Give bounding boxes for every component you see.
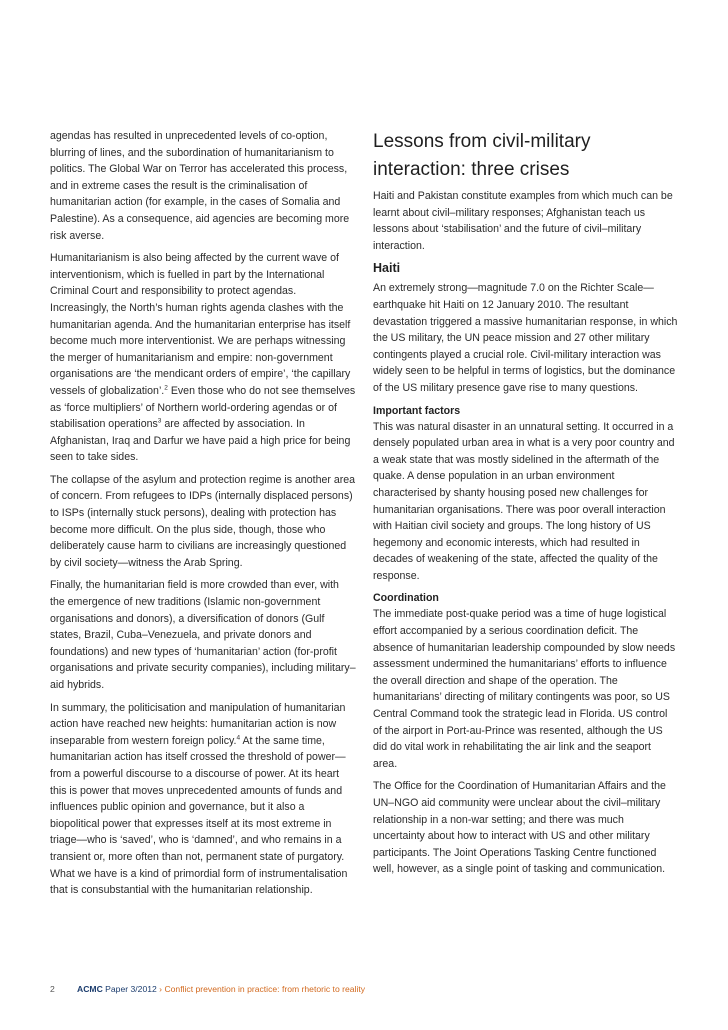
haiti-heading: Haiti	[373, 261, 401, 276]
page-footer	[50, 983, 365, 995]
left-paragraph-1: agendas has resulted in unprecedented levels of co-option, blurring of lines, and the subordination of humanitarianism to politics. The Global War on Terror has accelerated this process, and in extreme cases the result is the criminalisation of humanitarian action (for example, in the cases of Somalia and Palestine). As a consequence, aid agencies are becoming more risk averse.	[50, 130, 350, 242]
coordination-paragraph-2: The Office for the Coordination of Humanitarian Affairs and the UN–NGO aid community were unclear about the civil–military relationship in a non-war setting; and there was much uncertainty about how to interact with US and other military participants. The Joint Operations Tasking Centre functioned well, however, as a single point of tasking and communication.	[373, 780, 666, 876]
haiti-paragraph: An extremely strong—magnitude 7.0 on the Richter Scale—earthquake hit Haiti on 12 January 2010. The resultant devastation triggered a massive humanitarian response, in which the US military, the UN peace mission and 27 other military contingents played a crucial role. Civil-military interaction was widely seen to be helpful in terms of logistics, but the dominance of the US military presence gave rise to many questions.	[373, 282, 678, 394]
right-column	[373, 128, 678, 884]
footnote-ref-3[interactable]: 3	[157, 417, 162, 425]
left-paragraph-5-part-b: At the same time, humanitarian action has itself crossed the threshold of power—from a powerful discourse to a discourse of power. At its heart this is power that moves unprecedented amounts of funds and influences public opinion and governance, but it also a biopolitical power that expresses itself at its most extreme in triage—who is ‘saved’, who is ‘damned’, and who remains in a transient or, more often than not, permanent state of purgatory. What we have is a kind of primordial form of instrumentalisation that is consubstantial with the humanitarian relationship.	[50, 734, 348, 897]
left-paragraph-2-part-c: are affected by association. In Afghanistan, Iraq and Darfur we have paid a high price for being seen to take sides.	[50, 418, 351, 464]
publisher-brand: ACMC	[77, 984, 103, 994]
intro-paragraph: Haiti and Pakistan constitute examples from which much can be learnt about civil–military responses; Afghanistan teach us lessons about ‘stabilisation’ and the future of civil–military interaction.	[373, 190, 673, 252]
left-paragraph-5-part-a: In summary, the politicisation and manipulation of humanitarian action have reached new heights: humanitarian action is now inseparable from western foreign policy.	[50, 701, 346, 747]
paper-reference: Paper 3/2012	[105, 984, 157, 994]
coordination-paragraph-1: The immediate post-quake period was a time of huge logistical effort accompanied by a serious coordination deficit. The absence of humanitarian leadership compounded by slow needs assessment undermined the humanitarians’ efforts to influence the overall direction and shape of the operation. The humanitarians’ directing of military contingents was poor, so US Central Command took the strategic lead in Florida. US control of the airport in Port-au-Prince was resented, although the US did do vital work in rehabilitating the air link and the seaport area.	[373, 608, 676, 770]
left-paragraph-2	[50, 250, 356, 466]
left-paragraph-5	[50, 700, 356, 899]
left-paragraph-4: Finally, the humanitarian field is more crowded than ever, with the emergence of new traditions (Islamic non-government organisations and donors), a diversification of donors (Gulf states, Brazil, Cuba–Venezuela, and private donors and foundations) and new types of ‘humanitarian’ action (for-profit organisations and private security companies), including military–aid hybrids.	[50, 579, 356, 691]
left-paragraph-2-part-b: Even those who do not see themselves as ‘force multipliers’ of Northern world-ordering agendas or of stabilisation operations	[50, 384, 356, 431]
section-title: Lessons from civil-military interaction: three crises	[373, 131, 591, 180]
left-paragraph-3: The collapse of the asylum and protection regime is another area of concern. From refugees to IDPs (internally displaced persons) to ISPs (internally stuck persons), dealing with protection has become more difficult. On the plus side, though, those who deliberately cause harm to civilians are increasingly questioned by civil society—witness the Arab Spring.	[50, 473, 356, 569]
page-number: 2	[50, 984, 55, 994]
coordination-heading: Coordination	[373, 592, 439, 605]
footnote-ref-2[interactable]: 2	[164, 384, 168, 392]
publication-title: Conflict prevention in practice: from rhetoric to reality	[164, 984, 366, 994]
important-factors-heading: Important factors	[373, 404, 461, 417]
left-paragraph-2-part-a: Humanitarianism is also being affected by the current wave of interventionism, which is fuelled in part by the International Criminal Court and responsibility to protect agendas. Increasingly, the North’s human rights agenda clashes with the humanitarian agenda. And the humanitarian enterprise has itself become much more interventionist. We are perhaps witnessing the merger of humanitarianism and empire: non-government organisations are ‘the mendicant orders of empire’, ‘the capillary vessels of globalization’.	[50, 252, 351, 397]
footnote-ref-4[interactable]: 4	[236, 734, 241, 742]
important-factors-paragraph: This was natural disaster in an unnatural setting. It occurred in a densely populated urban area in what is a very poor country and a weak state that was mostly sidelined in the aftermath of the quake. A dense population in an urban environment characterised by shanty housing posed new challenges for humanitarian organisations. There was poor overall interaction with Haitian civil society and groups. The long history of US hegemony and economic interests, which had resulted in decades of weakening of the state, affected the quality of the response.	[373, 420, 675, 582]
breadcrumb-separator: ›	[159, 984, 163, 994]
left-column	[50, 128, 356, 905]
